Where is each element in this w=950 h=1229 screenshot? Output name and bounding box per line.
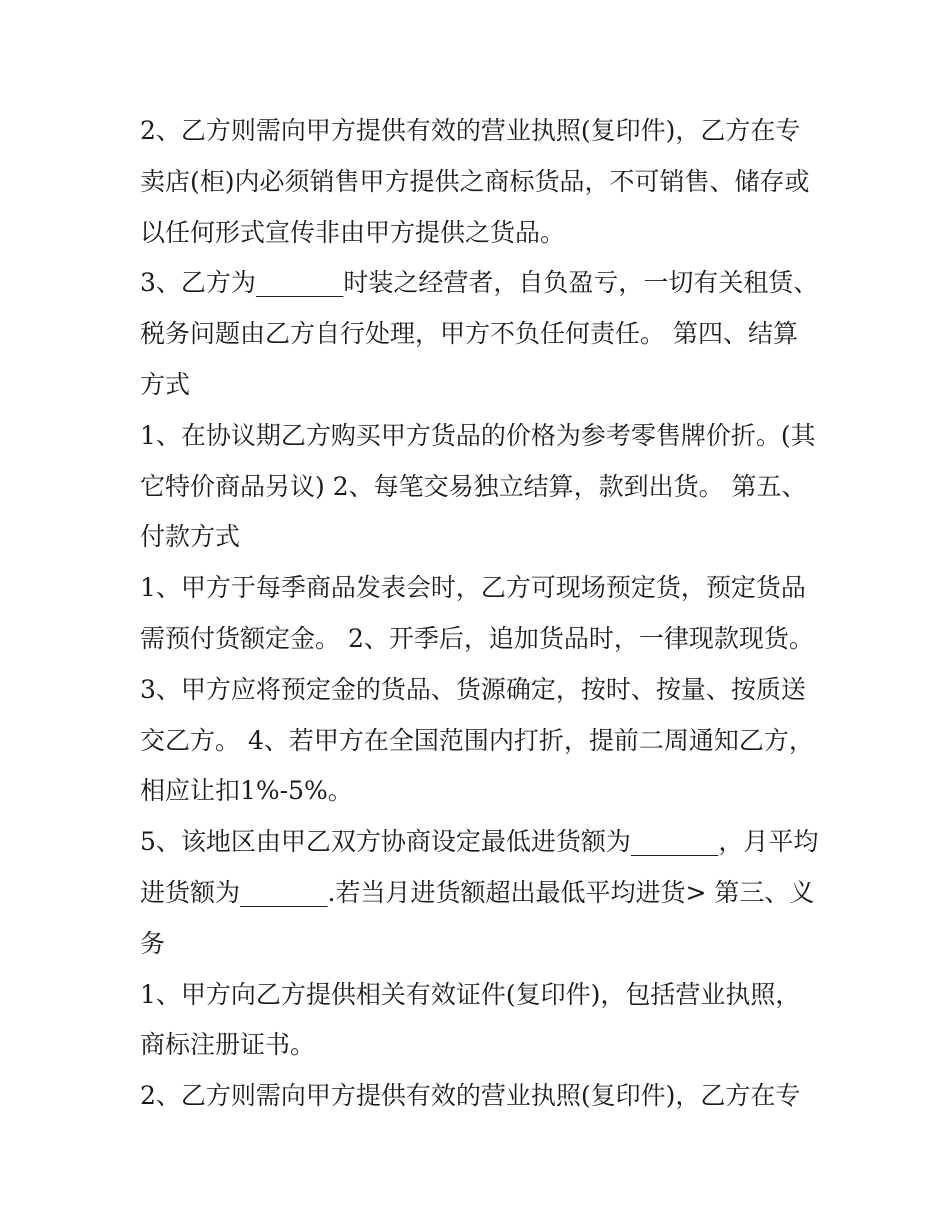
text-line: 3、甲方应将预定金的货品、货源确定，按时、按量、按质送 <box>140 674 806 704</box>
text-line: 以任何形式宣传非由甲方提供之货品。 <box>140 217 566 247</box>
text-line: 付款方式 <box>140 522 241 552</box>
text-line: 1、在协议期乙方购买甲方货品的价格为参考零售牌价折。(其 <box>140 420 816 450</box>
text-line: 交乙方。 4、若甲方在全国范围内打折，提前二周通知乙方， <box>140 725 814 755</box>
text-line: 1、甲方向乙方提供相关有效证件(复印件)，包括营业执照， <box>140 979 801 1009</box>
text-line: 商标注册证书。 <box>140 1030 316 1060</box>
text-line: 2、乙方则需向甲方提供有效的营业执照(复印件)，乙方在专 <box>140 116 801 145</box>
text-line: 3、乙方为_______时装之经营者，自负盈亏，一切有关租赁、 <box>140 268 819 298</box>
text-line: 务 <box>140 928 166 958</box>
text-line: 方式 <box>140 369 191 399</box>
text-line: 进货额为_______.若当月进货额超出最低平均进货> 第三、义 <box>140 877 815 907</box>
text-line: 税务问题由乙方自行处理，甲方不负任何责任。 第四、结算 <box>140 319 798 349</box>
text-line: 1、甲方于每季商品发表会时，乙方可现场预定货，预定货品 <box>140 573 806 603</box>
text-line: 它特价商品另议) 2、每笔交易独立结算，款到出货。 第五、 <box>140 471 807 501</box>
text-line: 2、乙方则需向甲方提供有效的营业执照(复印件)，乙方在专 <box>140 1081 801 1111</box>
text-line: 相应让扣1%-5%。 <box>140 776 353 806</box>
text-line: 需预付货额定金。 2、开季后，追加货品时，一律现款现货。 <box>140 623 814 653</box>
text-line: 卖店(柜)内必须销售甲方提供之商标货品，不可销售、储存或 <box>140 166 810 196</box>
text-line: 5、该地区由甲乙双方协商设定最低进货额为_______，月平均 <box>140 827 819 857</box>
contract-body-text <box>140 106 820 1122</box>
